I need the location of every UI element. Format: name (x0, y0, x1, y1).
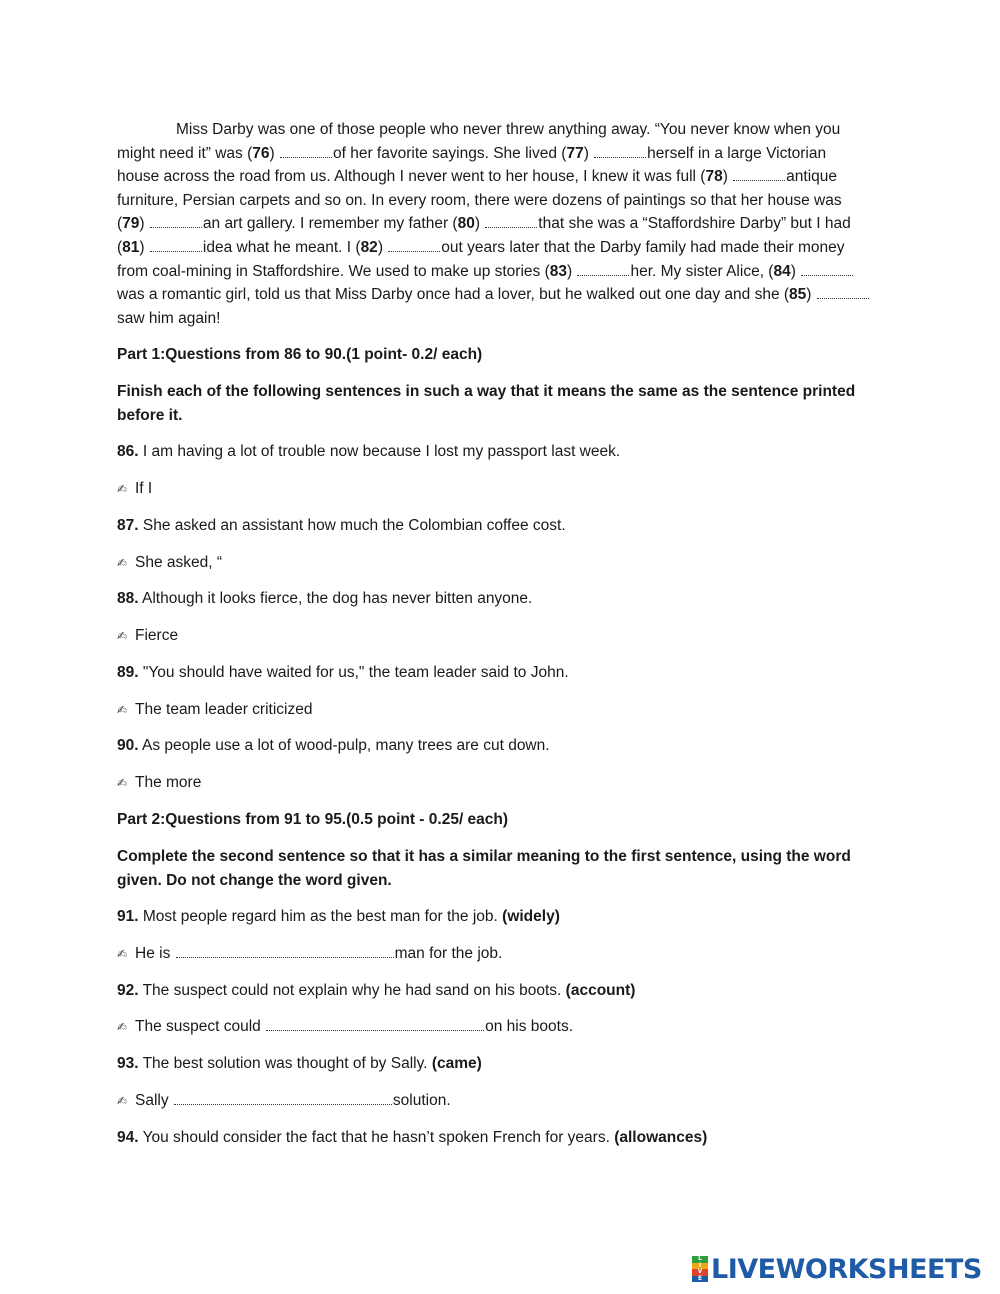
passage-text: ) (583, 144, 594, 162)
logo-badge-icon (692, 1256, 708, 1282)
answer-90[interactable] (117, 771, 872, 795)
question-text: I am having a lot of trouble now because I lost my passport last week. (138, 443, 621, 460)
question-number: 92. (117, 982, 139, 999)
part2-instruction: Complete the second sentence so that it has a similar meaning to the first sentence, using the word given. Do not change the word given. (117, 848, 851, 889)
gap-78-input[interactable] (733, 168, 785, 181)
question-text: Although it looks fierce, the dog has never bitten anyone. (138, 590, 533, 607)
question-91 (117, 905, 872, 929)
answer-prompt: Fierce (135, 627, 179, 644)
question-92 (117, 979, 872, 1003)
question-text: "You should have waited for us," the team leader said to John. (138, 664, 569, 681)
question-text: As people use a lot of wood-pulp, many trees are cut down. (138, 737, 550, 754)
passage-text: ) (806, 286, 816, 304)
passage-text: an art gallery. I remember my father ( (202, 215, 458, 233)
passage-text: of her favorite sayings. She lived ( (332, 144, 567, 162)
gap-84-input[interactable] (801, 263, 853, 276)
gap-number-76: 76 (252, 144, 270, 162)
keyword: (widely) (502, 908, 560, 925)
passage-text: herself in a large Victorian house across the road from us. Although I never went to her house, I knew it was full ( (117, 144, 827, 186)
passage-text: antique furniture, Persian carpets and so on. In every room, there were dozens of paintings so that her house was ( (117, 168, 842, 233)
passage-text: out years later that the Darby family had made their money from coal-mining in Staffordshire. We used to make up stories ( (117, 238, 845, 280)
part2-title: Part 2:Questions from 91 to 95.(0.5 point - 0.25/ each) (117, 811, 509, 828)
writing-hand-icon: ✍ (117, 1094, 128, 1108)
answer-prompt-before: The suspect could (135, 1018, 261, 1035)
passage-text: ) (567, 262, 577, 280)
worksheet-page (117, 118, 872, 1146)
gap-82-input[interactable] (388, 239, 440, 252)
answer-92-input[interactable] (266, 1018, 484, 1031)
answer-prompt-after: on his boots. (485, 1018, 574, 1035)
writing-hand-icon: ✍ (117, 947, 128, 961)
gap-81-input[interactable] (150, 239, 202, 252)
question-number: 87. (117, 517, 139, 534)
gap-number-78: 78 (705, 168, 723, 186)
part1-instruction: Finish each of the following sentences in such a way that it means the same as the sentence printed before it. (117, 383, 856, 424)
writing-hand-icon: ✍ (117, 556, 128, 570)
question-90 (117, 734, 872, 758)
keyword: (came) (431, 1055, 482, 1072)
question-text: The suspect could not explain why he had sand on his boots. (138, 982, 566, 999)
passage-text: saw him again! (117, 309, 221, 327)
question-number: 89. (117, 664, 139, 681)
gap-number-80: 80 (457, 215, 475, 233)
answer-prompt-after: solution. (392, 1092, 451, 1109)
passage-text: ) (377, 238, 388, 256)
passage-text: that she was a “Staffordshire Darby” but I had ( (117, 215, 851, 256)
answer-92 (117, 1015, 872, 1039)
passage-text: was a romantic girl, told us that Miss Darby once had a lover, but he walked out one day and she ( (117, 286, 790, 304)
gap-number-84: 84 (773, 262, 791, 280)
answer-prompt: The more (135, 774, 202, 791)
question-89 (117, 661, 872, 685)
logo-text: LIVEWORKSHEETS (711, 1253, 982, 1285)
gap-85-input[interactable] (817, 286, 869, 299)
liveworksheets-logo (692, 1254, 982, 1284)
gap-80-input[interactable] (485, 215, 537, 228)
logo-badge-letter: V (692, 1269, 708, 1276)
keyword: (account) (565, 982, 636, 999)
passage-text: ) (790, 262, 801, 280)
question-88 (117, 587, 872, 611)
writing-hand-icon: ✍ (117, 629, 128, 643)
question-text: You should consider the fact that he hasn’t spoken French for years. (138, 1129, 615, 1146)
answer-prompt: She asked, “ (135, 554, 223, 571)
writing-hand-icon: ✍ (117, 776, 128, 790)
answer-93-input[interactable] (174, 1092, 392, 1105)
gap-77-input[interactable] (594, 145, 646, 158)
question-number: 90. (117, 737, 139, 754)
passage-text: ) (474, 215, 485, 233)
answer-87[interactable] (117, 551, 872, 575)
writing-hand-icon: ✍ (117, 1020, 128, 1034)
answer-91-input[interactable] (176, 945, 394, 958)
question-93 (117, 1052, 872, 1076)
passage-text: ) (722, 168, 733, 186)
question-87 (117, 514, 872, 538)
answer-88[interactable] (117, 624, 872, 648)
question-number: 91. (117, 908, 139, 925)
gap-number-85: 85 (789, 286, 807, 304)
answer-prompt-before: He is (135, 945, 171, 962)
gap-number-77: 77 (566, 144, 584, 162)
passage-text: ) (139, 215, 149, 233)
answer-89[interactable] (117, 698, 872, 722)
question-number: 88. (117, 590, 139, 607)
logo-badge-letter: L (692, 1256, 708, 1263)
answer-prompt: The team leader criticized (135, 701, 313, 718)
passage-text: ) (269, 144, 279, 162)
gap-76-input[interactable] (280, 145, 332, 158)
gap-79-input[interactable] (150, 215, 202, 228)
answer-prompt: If I (135, 480, 153, 497)
passage-text: ) (139, 238, 149, 256)
keyword: (allowances) (614, 1129, 708, 1146)
answer-93 (117, 1089, 872, 1113)
question-text: Most people regard him as the best man for the job. (138, 908, 503, 925)
answer-prompt-before: Sally (135, 1092, 169, 1109)
gap-83-input[interactable] (577, 263, 629, 276)
passage-text: idea what he meant. I ( (202, 238, 361, 256)
logo-badge-letter: I (692, 1263, 708, 1270)
gap-number-81: 81 (122, 238, 140, 256)
writing-hand-icon: ✍ (117, 703, 128, 717)
question-number: 93. (117, 1055, 139, 1072)
logo-badge-letter: E (692, 1276, 708, 1283)
question-86 (117, 440, 872, 464)
question-94 (117, 1126, 872, 1150)
writing-hand-icon: ✍ (117, 482, 128, 496)
gap-number-79: 79 (122, 215, 140, 233)
question-number: 86. (117, 443, 139, 460)
cloze-passage (117, 118, 872, 330)
gap-number-82: 82 (360, 238, 378, 256)
question-text: The best solution was thought of by Sally. (138, 1055, 432, 1072)
question-text: She asked an assistant how much the Colombian coffee cost. (138, 517, 566, 534)
part1-title: Part 1:Questions from 86 to 90.(1 point- 0.2/ each) (117, 346, 483, 363)
answer-86[interactable] (117, 477, 872, 501)
passage-text: her. My sister Alice, ( (630, 262, 774, 280)
gap-number-83: 83 (549, 262, 568, 280)
question-number: 94. (117, 1129, 139, 1146)
answer-91 (117, 942, 872, 966)
answer-prompt-after: man for the job. (394, 945, 503, 962)
passage-text: Miss Darby was one of those people who never threw anything away. “You never know when you might need it” was ( (117, 121, 841, 162)
